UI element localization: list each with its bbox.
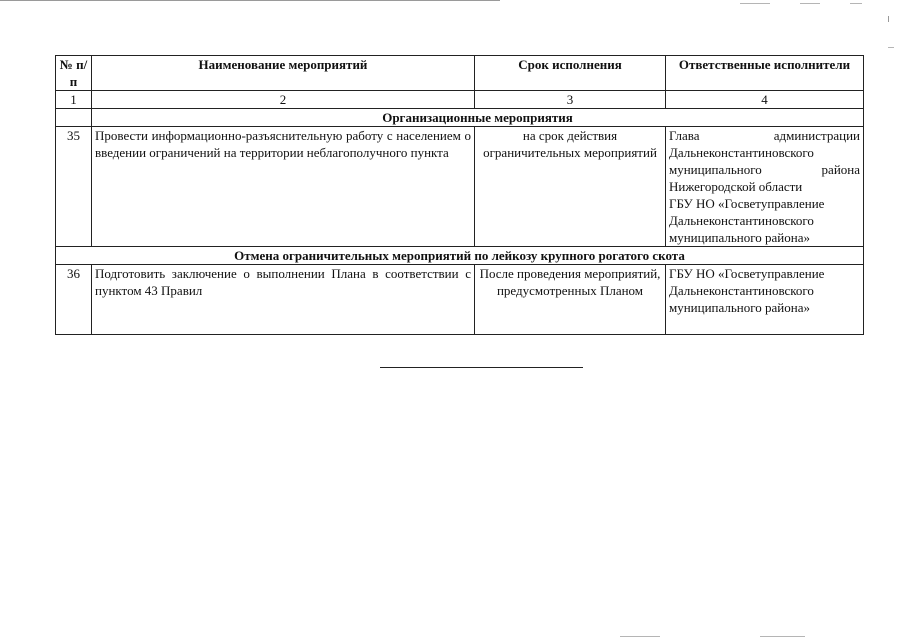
section-title: Отмена ограничительных мероприятий по лейкозу крупного рогатого скота [56,247,864,265]
responsible-line: Дальнеконстантиновского [669,213,814,228]
responsible-line: Дальнеконстантиновского [669,145,814,160]
measure-name: Подготовить заключение о выполнении Плана в соответствии с пунктом 43 Правил [92,265,475,335]
scan-artifact [800,3,820,4]
col-number: 2 [92,91,475,109]
responsible-line: муниципального района [669,162,860,177]
column-number-row [56,91,864,109]
measure-responsible [666,127,864,247]
measure-term: на срок действия ограничительных мероприятий [475,127,666,247]
scan-artifact [620,636,660,637]
section-spacer [56,109,92,127]
col-number: 4 [666,91,864,109]
header-responsible: Ответственные исполнители [666,56,864,91]
responsible-line: ГБУ НО «Госветуправление [669,196,825,211]
responsible-line: муниципального района» [669,230,810,245]
responsible-line: Нижегородской области [669,179,803,194]
row-number: 36 [56,265,92,335]
section-row [56,247,864,265]
scan-artifact [888,47,894,48]
col-number: 1 [56,91,92,109]
responsible-line: ГБУ НО «Госветуправление [669,266,825,281]
end-of-document-rule [380,367,583,368]
scan-edge-line [0,0,500,1]
section-row [56,109,864,127]
measures-table [55,55,864,335]
col-number: 3 [475,91,666,109]
scan-artifact [740,3,770,4]
responsible-line: Глава администрации [669,128,860,143]
measure-name: Провести информационно-разъяснительную работу с населением о введении ограничений на территории неблагополучного пункта [92,127,475,247]
table-row [56,127,864,247]
section-title: Организационные мероприятия [92,109,864,127]
row-number: 35 [56,127,92,247]
measure-term: После проведения мероприятий, предусмотренных Планом [475,265,666,335]
table-row [56,265,864,335]
scan-artifact [888,16,889,22]
header-term: Срок исполнения [475,56,666,91]
measure-responsible [666,265,864,335]
scan-artifact [850,3,862,4]
table-header-row [56,56,864,91]
responsible-line: Дальнеконстантиновского [669,283,814,298]
header-name: Наименование мероприятий [92,56,475,91]
scan-artifact [760,636,805,637]
header-num: № п/п [56,56,92,91]
responsible-line: муниципального района» [669,300,810,315]
